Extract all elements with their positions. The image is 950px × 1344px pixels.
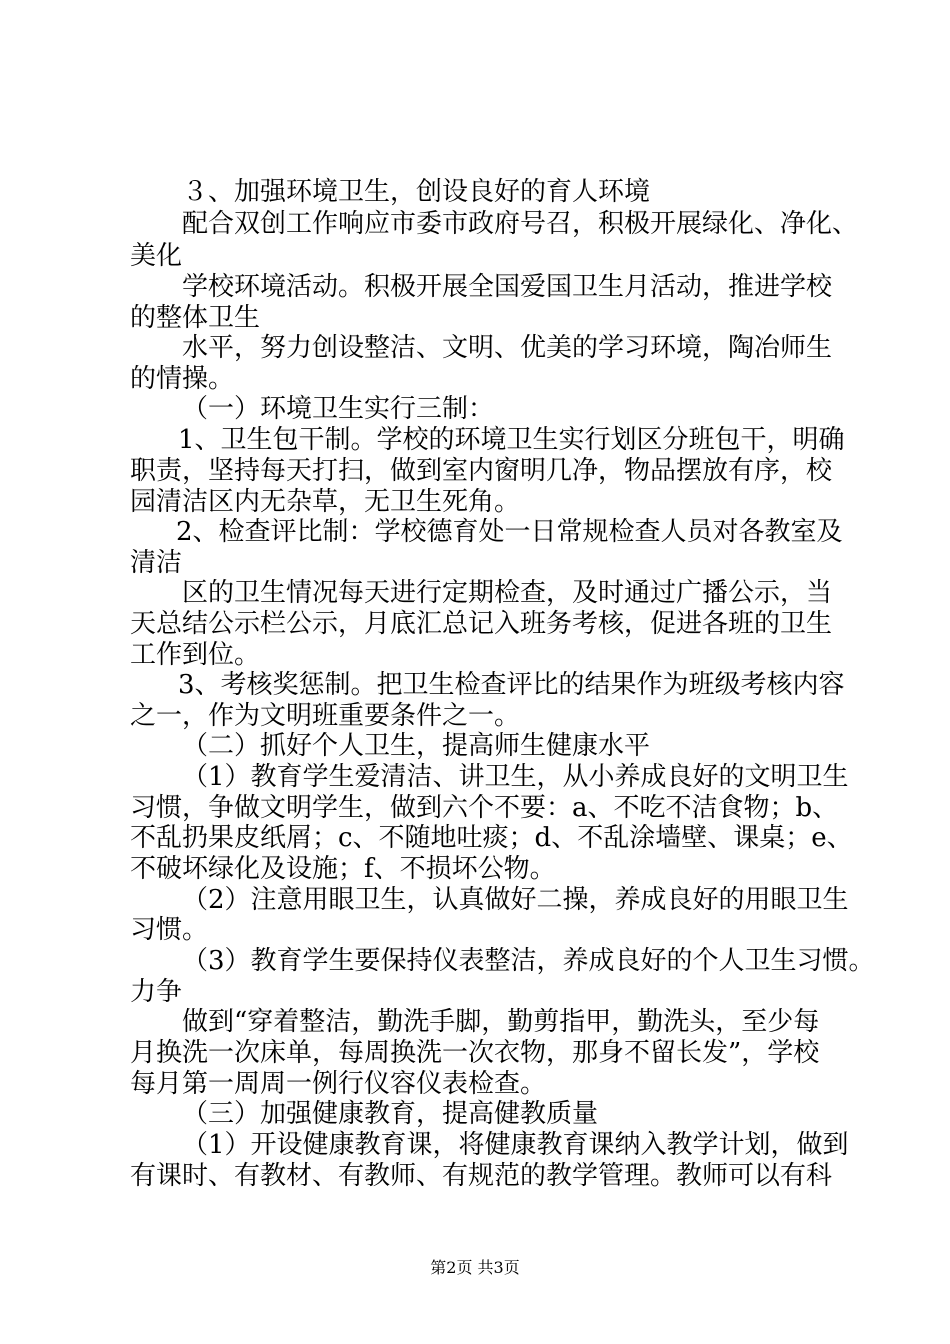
paragraph-line: 做到“穿着整洁，勤洗手脚，勤剪指甲，勤洗头，至少每	[182, 1007, 820, 1037]
paragraph-line: （1）教育学生爱清洁、讲卫生，从小养成良好的文明卫生	[182, 762, 849, 792]
paragraph-line: 区的卫生情况每天进行定期检查，及时通过广播公示，当	[182, 578, 833, 608]
paragraph-line: 习惯，争做文明学生，做到六个不要：a、不吃不洁食物；b、	[130, 793, 839, 823]
paragraph-line: 配合双创工作响应市委市政府号召，积极开展绿化、净化、	[182, 209, 859, 239]
paragraph-line: 2、检查评比制：学校德育处一日常规检查人员对各教室及	[176, 517, 843, 547]
subheading-2: （二）抓好个人卫生，提高师生健康水平	[182, 731, 651, 761]
paragraph-line: 园清洁区内无杂草，无卫生死角。	[130, 487, 521, 517]
subheading-1: （一）环境卫生实行三制：	[182, 394, 495, 424]
paragraph-line: 之一，作为文明班重要条件之一。	[130, 701, 521, 731]
paragraph-line: 1、卫生包干制。学校的环境卫生实行划区分班包干，明确	[178, 425, 845, 455]
heading-section-3: ３、加强环境卫生，创设良好的育人环境	[182, 177, 651, 207]
paragraph-line: 的整体卫生	[130, 303, 261, 333]
paragraph-line: 不乱扔果皮纸屑；c、不随地吐痰；d、不乱涂墙壁、课桌；e、	[130, 823, 853, 853]
paragraph-line: 3、考核奖惩制。把卫生检查评比的结果作为班级考核内容	[178, 670, 845, 700]
paragraph-line: 的情操。	[130, 364, 235, 394]
paragraph-line: 职责，坚持每天打扫，做到室内窗明几净，物品摆放有序，校	[130, 456, 833, 486]
paragraph-line: 清洁	[130, 548, 183, 578]
paragraph-line: 水平，努力创设整洁、文明、优美的学习环境，陶冶师生	[182, 333, 833, 363]
paragraph-line: 习惯。	[130, 915, 209, 945]
paragraph-line: 有课时、有教材、有教师、有规范的教学管理。教师可以有科	[130, 1161, 833, 1191]
page-number-footer: 第2页 共3页	[430, 1258, 520, 1277]
paragraph-line: 月换洗一次床单，每周换洗一次衣物，那身不留长发”，学校	[130, 1038, 820, 1068]
paragraph-line: 每月第一周周一例行仪容仪表检查。	[130, 1069, 547, 1099]
paragraph-line: 天总结公示栏公示，月底汇总记入班务考核，促进各班的卫生	[130, 609, 833, 639]
paragraph-line: （3）教育学生要保持仪表整洁，养成良好的个人卫生习惯。	[182, 946, 875, 976]
paragraph-line: 力争	[130, 977, 183, 1007]
paragraph-line: 不破坏绿化及设施；f、不损坏公物。	[130, 854, 556, 884]
paragraph-line: （1）开设健康教育课，将健康教育课纳入教学计划，做到	[182, 1130, 849, 1160]
paragraph-line: （2）注意用眼卫生，认真做好二操，养成良好的用眼卫生	[182, 885, 849, 915]
paragraph-line: 美化	[130, 241, 183, 271]
paragraph-line: 学校环境活动。积极开展全国爱国卫生月活动，推进学校	[182, 272, 833, 302]
paragraph-line: 工作到位。	[130, 640, 261, 670]
subheading-3: （三）加强健康教育，提高健教质量	[182, 1099, 599, 1129]
